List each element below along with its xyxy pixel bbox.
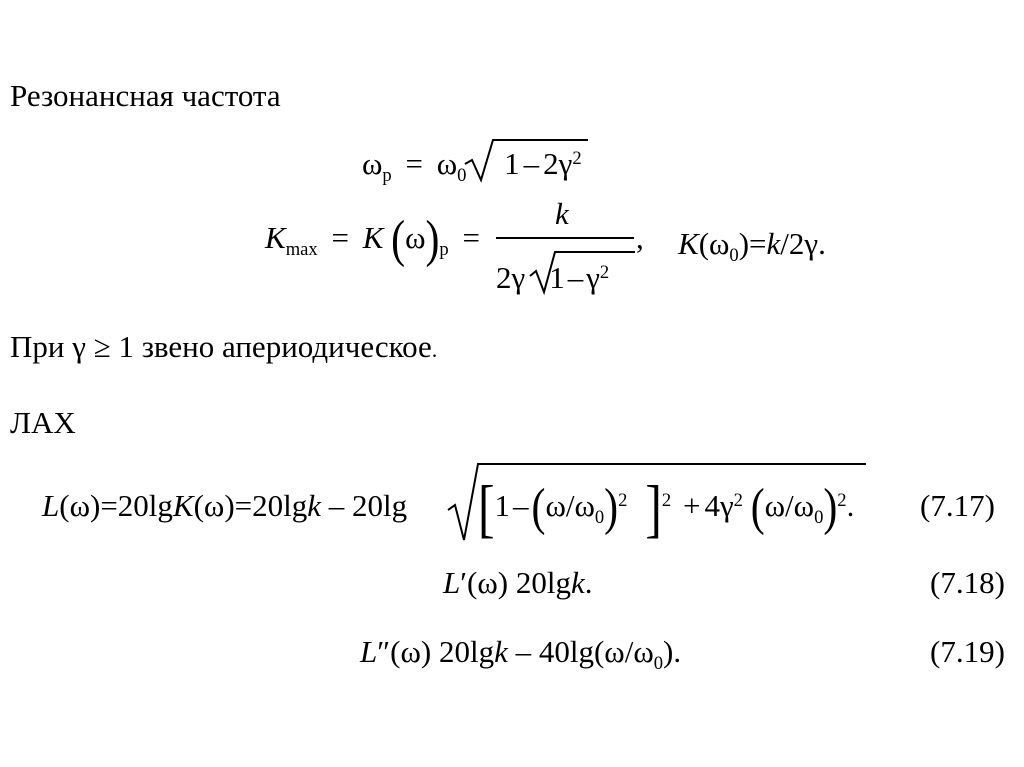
omega-ratio: ω/ω: [764, 488, 815, 524]
aperiodic-statement: [10, 329, 437, 365]
equation-kmax: [265, 211, 486, 269]
subscript-max: max: [285, 238, 318, 260]
prime: ′: [460, 565, 468, 600]
equation-number-7-17: (7.17): [920, 488, 995, 523]
radical-sign: [463, 136, 593, 186]
power-two: 2: [733, 489, 743, 511]
k-omega0-expression: [678, 226, 826, 266]
k-lower: k: [307, 488, 322, 523]
subscript-zero: 0: [457, 164, 467, 186]
omega-paren: (ω): [390, 634, 432, 669]
heading-lax: ЛАХ: [10, 405, 76, 440]
k-function-symbol: K: [172, 488, 194, 523]
gamma-symbol: γ: [586, 260, 600, 295]
power-two: 2: [661, 489, 672, 511]
radical-sign: [528, 240, 638, 296]
equals-sign: =: [462, 220, 480, 255]
subscript-zero: 0: [729, 244, 739, 266]
twenty-lg: 20lg: [508, 565, 571, 600]
subscript-p: р: [382, 164, 392, 186]
coefficient-two-gamma: 2γ: [543, 146, 573, 181]
left-paren: (: [750, 479, 765, 537]
k-lower: k: [494, 634, 508, 669]
plus-sign: +: [682, 488, 701, 524]
aperiodic-text: При γ ≥ 1 звено апериодическое: [10, 329, 432, 364]
four-gamma: 4γ: [704, 488, 734, 524]
equation-number-7-18: (7.18): [930, 565, 1005, 600]
power-two: 2: [572, 147, 582, 169]
heading-resonant-frequency: Резонансная частота: [10, 78, 281, 113]
omega-symbol: ω: [436, 146, 458, 181]
equals-20lg: =20lg: [100, 488, 173, 523]
close-equals: )=: [738, 226, 767, 261]
equals-20lg: =20lg: [234, 488, 308, 523]
period: .: [431, 337, 438, 362]
period: .: [846, 488, 855, 524]
period: .: [584, 565, 593, 600]
subscript-zero: 0: [653, 652, 664, 674]
equals-sign: =: [405, 146, 423, 181]
minus-sign: –: [567, 260, 584, 295]
l-symbol: L: [42, 488, 60, 523]
omega-paren: (ω): [467, 565, 509, 600]
left-bracket: [: [478, 472, 495, 545]
radicand-one: 1: [549, 260, 565, 295]
double-prime: ″: [377, 634, 391, 669]
fraction-bar: [496, 237, 634, 239]
omega-ratio: ω/ω: [545, 488, 595, 524]
omega-symbol: ω: [362, 146, 383, 181]
equation-7-19: [360, 634, 682, 674]
k-lower: k: [766, 226, 781, 261]
twenty-lg: 20lg: [431, 634, 495, 669]
equation-7-17: [42, 488, 407, 524]
fraction-numerator-k: k: [555, 196, 569, 231]
k-function-symbol: K: [362, 220, 384, 255]
equation-number-7-19: (7.19): [930, 634, 1005, 669]
k-symbol: K: [678, 226, 699, 261]
subscript-zero: 0: [594, 506, 605, 528]
equation-7-18: [443, 565, 592, 601]
two-gamma: 2γ: [496, 260, 526, 295]
omega-symbol: ω: [405, 220, 426, 255]
right-paren: ): [604, 479, 619, 537]
minus-20lg: – 20lg: [321, 488, 408, 523]
equals-sign: =: [331, 220, 349, 255]
right-paren: ): [823, 479, 838, 537]
k-max-symbol: K: [265, 220, 286, 255]
power-two: 2: [837, 489, 847, 511]
l-symbol: L: [360, 634, 378, 669]
omega-paren: (ω): [59, 488, 101, 523]
power-two: 2: [599, 261, 610, 283]
forty-lg-term: – 40lg(ω/ω: [507, 634, 654, 669]
right-paren: ): [425, 211, 440, 269]
power-two: 2: [618, 489, 628, 511]
subscript-zero: 0: [814, 506, 824, 528]
omega-open: (ω: [698, 226, 730, 261]
minus-sign: –: [513, 488, 529, 524]
over-two-gamma: /2γ.: [780, 226, 826, 261]
left-paren: (: [531, 479, 546, 537]
minus-sign: –: [523, 146, 540, 181]
comma: ,: [636, 220, 644, 255]
left-paren: (: [391, 211, 406, 269]
l-symbol: L: [443, 565, 461, 600]
k-lower: k: [570, 565, 585, 600]
one: 1: [494, 488, 511, 524]
right-bracket: ]: [645, 472, 662, 545]
omega-paren: (ω): [193, 488, 235, 523]
radicand-7-17: [478, 472, 855, 545]
subscript-p: р: [439, 238, 449, 260]
radicand-one: 1: [504, 146, 520, 181]
close-paren-dot: ).: [663, 634, 682, 669]
